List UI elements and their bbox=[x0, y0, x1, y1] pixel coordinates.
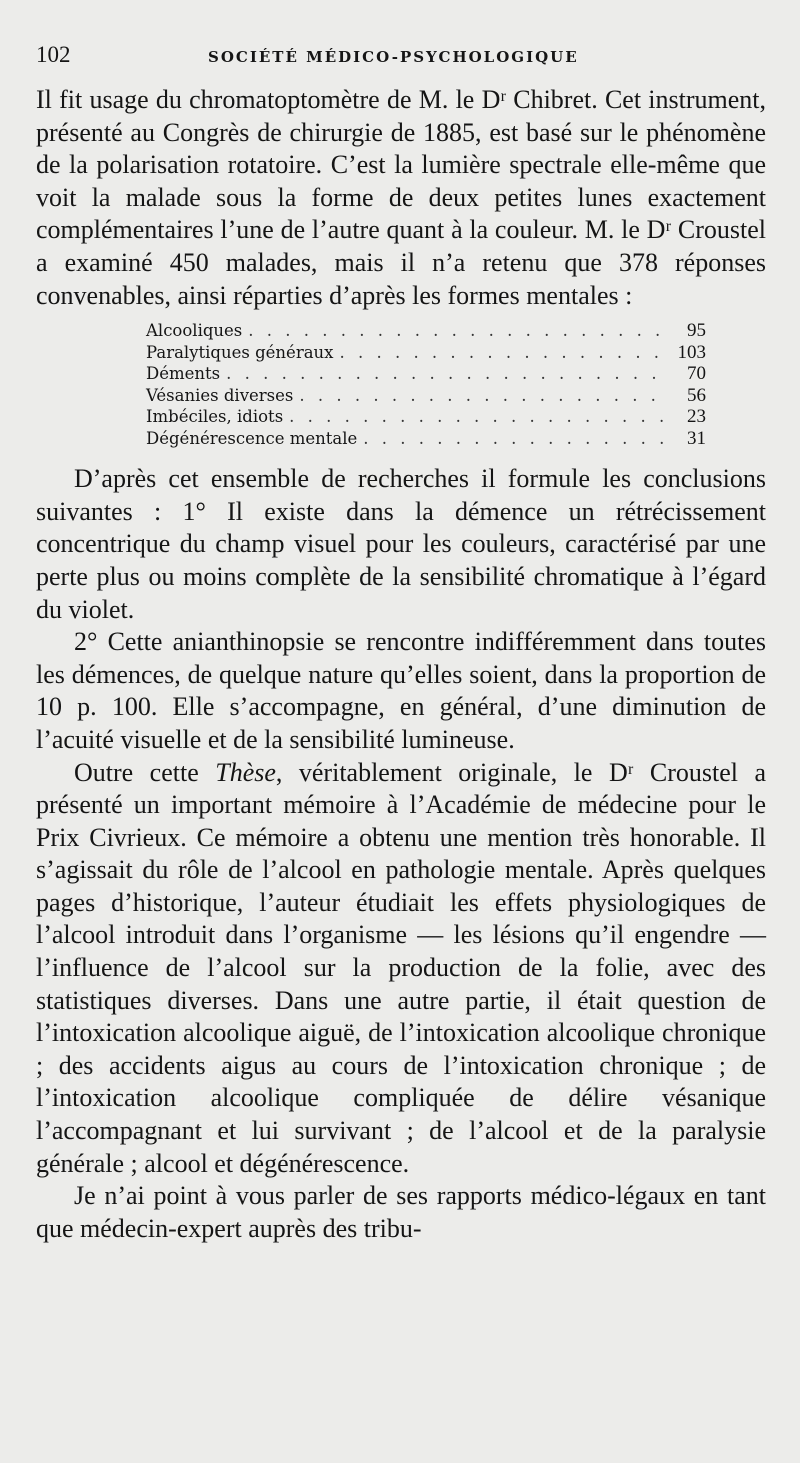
leader-dots bbox=[289, 406, 666, 428]
memoir-text-rest: , véritablement originale, le Dʳ Croustel a présenté un important mémoire à l’Académie de médecine pour le Prix Civrieux. Ce mémoire a obtenu une mention très honorable. Il s’agissait du rôle de l’alcool en pathologie mentale. Après quelques pages d’historique, l’auteur étudiait les effets physiologiques de l’alcool introduit dans l’organisme — les lésions qu’il engendre — l’influence de l’alcool sur la production de la folie, avec des statistiques diverses. Dans une autre partie, il était question de l’intoxication alcoolique aiguë, de l’intoxication alcoolique chronique ; des accidents aigus au cours de l’intoxication chronique ; de l’intoxication alcoolique compliquée de délire vésanique l’accompagnant et lui survivant ; de l’alcool et de la paralysie générale ; alcool et dégénérescence. bbox=[36, 757, 766, 1178]
table-row bbox=[146, 428, 706, 450]
paragraph-medico-legal: Je n’ai point à vous parler de ses rapports médico-légaux en tant que médecin-expert auprès des tribu- bbox=[36, 1181, 766, 1243]
leader-dots bbox=[363, 428, 666, 450]
row-label: Déments bbox=[146, 364, 221, 384]
row-label: Dégénérescence mentale bbox=[146, 428, 358, 448]
page-number: 102 bbox=[36, 42, 71, 67]
paragraph-anianthinopsia: 2° Cette anianthinopsie se rencontre indifféremment dans toutes les démences, de quelque nature qu’elles soient, dans la proportion de 10 p. 100. Elle s’accompagne, en général, d’une diminution de l’acuité visuelle et de la sensibilité lumineuse. bbox=[36, 627, 766, 754]
running-title: SOCIÉTÉ MÉDICO-PSYCHOLOGIQUE bbox=[208, 48, 579, 66]
row-value: 56 bbox=[687, 384, 706, 406]
leader-dots bbox=[339, 342, 666, 364]
row-value: 31 bbox=[687, 427, 706, 449]
page-body bbox=[36, 84, 766, 1245]
table-row bbox=[146, 320, 706, 342]
row-label: Paralytiques généraux bbox=[146, 342, 334, 362]
paragraph-chromatoptometer: Il fit usage du chromatoptomètre de M. le Dʳ Chibret. Cet instrument, présenté au Congrès de chirurgie de 1885, est basé sur le phénomène de la polarisation rotatoire. C’est la lumière spectrale elle-même que voit la malade sous la forme de deux petites lunes exactement complémentaires l’une de l’autre quant à la couleur. M. le Dʳ Croustel a examiné 450 malades, mais il n’a retenu que 378 réponses convenables, ainsi réparties d’après les formes mentales : bbox=[36, 85, 766, 310]
memoir-text-start: Outre cette bbox=[74, 757, 216, 787]
row-label: Imbéciles, idiots bbox=[146, 407, 284, 427]
row-value: 70 bbox=[687, 363, 706, 385]
row-value: 23 bbox=[687, 406, 706, 428]
row-label: Alcooliques bbox=[146, 321, 243, 341]
table-row bbox=[146, 342, 706, 364]
paragraph-conclusions: D’après cet ensemble de recherches il formule les conclusions suivantes : 1° Il existe dans la démence un rétrécissement concentrique du champ visuel pour les couleurs, caractérisé par une perte plus ou moins complète de la sensibilité chromatique à l’égard du violet. bbox=[36, 464, 766, 624]
leader-dots bbox=[226, 363, 666, 385]
row-value: 95 bbox=[687, 320, 706, 342]
table-row bbox=[146, 385, 706, 407]
patients-table bbox=[146, 320, 706, 449]
row-label: Vésanies diverses bbox=[146, 385, 294, 405]
row-value: 103 bbox=[677, 341, 706, 363]
page-header bbox=[36, 42, 766, 72]
leader-dots bbox=[248, 320, 666, 342]
leader-dots bbox=[299, 385, 666, 407]
these-italic: Thèse bbox=[215, 757, 276, 787]
table-row bbox=[146, 363, 706, 385]
paragraph-memoir bbox=[36, 757, 766, 1181]
table-row bbox=[146, 406, 706, 428]
